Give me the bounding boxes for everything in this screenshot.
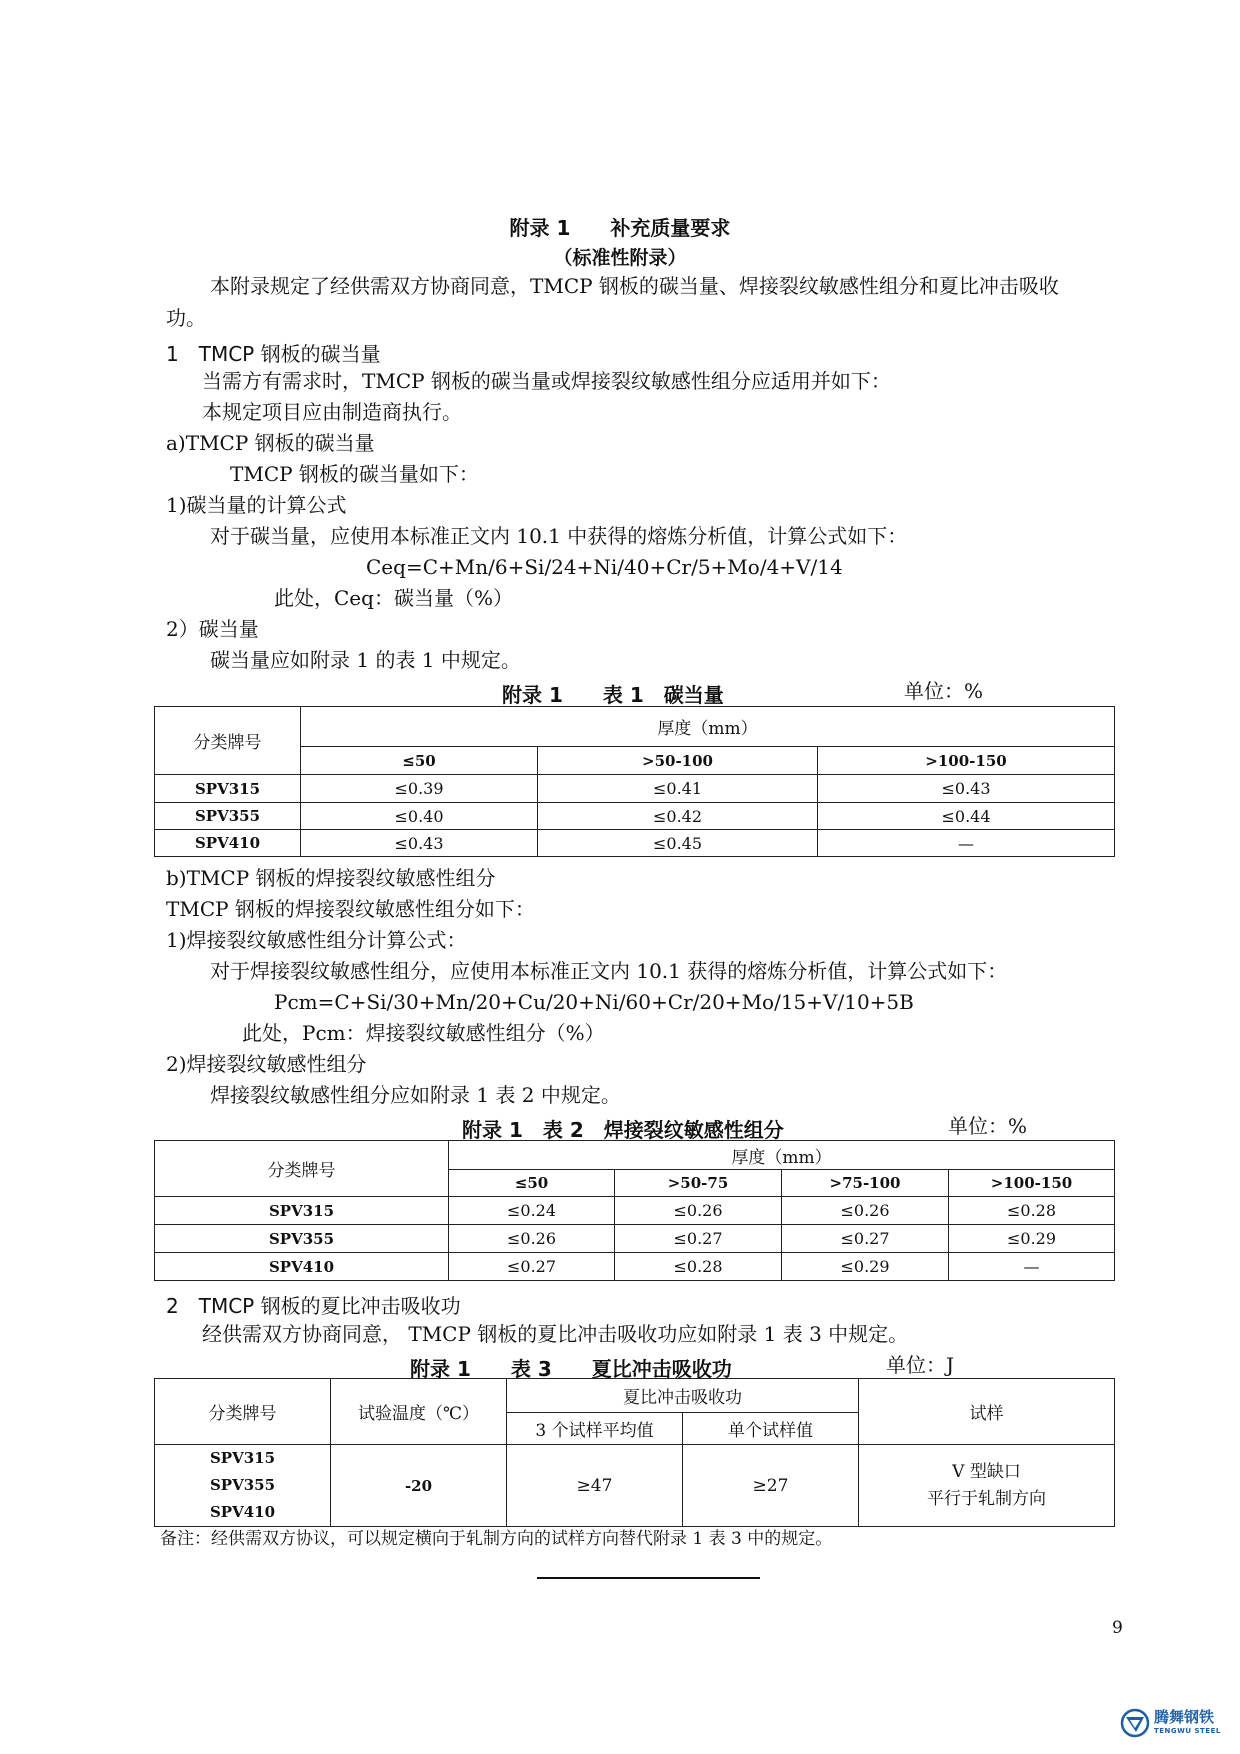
table-3-header-temperature: 试验温度（℃）	[331, 1379, 507, 1445]
table-row	[155, 1253, 1115, 1281]
grade-label: SPV355	[209, 1476, 276, 1494]
table-3-unit: 单位：J	[886, 1353, 955, 1377]
pcm-definition: 此处，Pcm：焊接裂纹敏感性组分（%）	[242, 1021, 605, 1045]
ceq-formula: Ceq=C+Mn/6+Si/24+Ni/40+Cr/5+Mo/4+V/14	[366, 555, 843, 579]
table-3-charpy-impact	[154, 1378, 1115, 1527]
value-cell: ≤0.26	[449, 1225, 615, 1253]
value-cell: ≤0.26	[615, 1197, 782, 1225]
section-1-paragraph-2: 本规定项目应由制造商执行。	[202, 400, 462, 424]
value-cell: —	[949, 1253, 1115, 1281]
table-3-subheader-average: 3 个试样平均值	[507, 1413, 683, 1445]
table-1-caption: 附录 1 表 1 碳当量	[502, 683, 724, 707]
value-cell: —	[818, 830, 1115, 857]
subsection-a-heading: a)TMCP 钢板的碳当量	[166, 431, 375, 455]
value-cell: ≤0.43	[301, 830, 538, 857]
subsection-b2-heading: 2)焊接裂纹敏感性组分	[166, 1052, 367, 1076]
value-cell: ≤0.39	[301, 775, 538, 803]
table-2-header-grade: 分类牌号	[155, 1141, 449, 1197]
value-cell: ≤0.27	[782, 1225, 949, 1253]
table-row	[155, 1197, 1115, 1225]
subsection-a-paragraph: TMCP 钢板的碳当量如下：	[230, 462, 479, 486]
subsection-b-heading: b)TMCP 钢板的焊接裂纹敏感性组分	[166, 866, 496, 890]
value-cell: ≤0.24	[449, 1197, 615, 1225]
specimen-direction: 平行于轧制方向	[927, 1488, 1046, 1509]
table-1-subheader: >100-150	[818, 747, 1115, 775]
section-2-heading: 2 TMCP 钢板的夏比冲击吸收功	[166, 1294, 461, 1318]
grade-cell	[155, 1445, 331, 1527]
appendix-subtitle: （标准性附录）	[553, 247, 687, 269]
section-1-heading: 1 TMCP 钢板的碳当量	[166, 342, 381, 366]
grade-cell: SPV355	[155, 1225, 449, 1253]
intro-paragraph-line1: 本附录规定了经供需双方协商同意，TMCP 钢板的碳当量、焊接裂纹敏感性组分和夏比冲击吸收	[210, 274, 1059, 298]
table-2-header-thickness: 厚度（mm）	[449, 1141, 1115, 1170]
table-row	[155, 775, 1115, 803]
value-cell: ≤0.42	[538, 803, 818, 830]
value-cell: ≤0.40	[301, 803, 538, 830]
value-cell: ≤0.45	[538, 830, 818, 857]
value-cell: ≤0.27	[449, 1253, 615, 1281]
subsection-b2-paragraph: 焊接裂纹敏感性组分应如附录 1 表 2 中规定。	[210, 1083, 621, 1107]
value-cell: ≤0.27	[615, 1225, 782, 1253]
single-value-cell: ≥27	[683, 1445, 859, 1527]
table-2-subheader: >50-75	[615, 1170, 782, 1197]
grade-cell: SPV315	[155, 775, 301, 803]
table-3-note: 备注：经供需双方协议，可以规定横向于轧制方向的试样方向替代附录 1 表 3 中的规定。	[160, 1529, 833, 1549]
table-2-weld-crack-sensitivity	[154, 1140, 1115, 1281]
table-2-caption: 附录 1 表 2 焊接裂纹敏感性组分	[462, 1118, 784, 1142]
table-1-header-grade: 分类牌号	[155, 707, 301, 775]
table-3-header-impact-energy: 夏比冲击吸收功	[507, 1379, 859, 1413]
ceq-definition: 此处，Ceq：碳当量（%）	[274, 586, 513, 610]
subsection-b-paragraph: TMCP 钢板的焊接裂纹敏感性组分如下：	[166, 897, 535, 921]
table-2-subheader: >100-150	[949, 1170, 1115, 1197]
grade-cell: SPV410	[155, 1253, 449, 1281]
subsection-a1-heading: 1)碳当量的计算公式	[166, 493, 347, 517]
subsection-b1-heading: 1)焊接裂纹敏感性组分计算公式：	[166, 928, 467, 952]
average-value-cell: ≥47	[507, 1445, 683, 1527]
grade-label: SPV410	[209, 1503, 276, 1521]
value-cell: ≤0.28	[615, 1253, 782, 1281]
table-1-subheader: ≤50	[301, 747, 538, 775]
temperature-cell: -20	[331, 1445, 507, 1527]
page-number: 9	[1112, 1618, 1123, 1638]
grade-label: SPV315	[209, 1449, 276, 1467]
value-cell: ≤0.44	[818, 803, 1115, 830]
table-2-subheader: >75-100	[782, 1170, 949, 1197]
pcm-formula: Pcm=C+Si/30+Mn/20+Cu/20+Ni/60+Cr/20+Mo/15+V/10+5B	[274, 990, 914, 1014]
value-cell: ≤0.29	[782, 1253, 949, 1281]
value-cell: ≤0.29	[949, 1225, 1115, 1253]
section-2-paragraph: 经供需双方协商同意， TMCP 钢板的夏比冲击吸收功应如附录 1 表 3 中规定。	[202, 1322, 909, 1346]
logo-name-en: TENGWU STEEL	[1154, 1727, 1221, 1735]
table-row	[155, 803, 1115, 830]
table-1-subheader: >50-100	[538, 747, 818, 775]
table-3-caption: 附录 1 表 3 夏比冲击吸收功	[410, 1357, 732, 1381]
section-1-paragraph-1: 当需方有需求时，TMCP 钢板的碳当量或焊接裂纹敏感性组分应适用并如下：	[202, 369, 891, 393]
value-cell: ≤0.41	[538, 775, 818, 803]
grade-cell: SPV410	[155, 830, 301, 857]
table-2-unit: 单位：%	[948, 1114, 1028, 1138]
intro-paragraph-line2: 功。	[166, 306, 206, 330]
table-3-header-specimen: 试样	[859, 1379, 1115, 1445]
subsection-b1-paragraph: 对于焊接裂纹敏感性组分，应使用本标准正文内 10.1 获得的熔炼分析值，计算公式如下：	[210, 959, 1008, 983]
value-cell: ≤0.26	[782, 1197, 949, 1225]
table-1-header-thickness: 厚度（mm）	[301, 707, 1115, 747]
table-3-subheader-single: 单个试样值	[683, 1413, 859, 1445]
appendix-title: 附录 1 补充质量要求	[509, 216, 731, 240]
subsection-a2-heading: 2）碳当量	[166, 617, 259, 641]
grade-cell: SPV355	[155, 803, 301, 830]
value-cell: ≤0.43	[818, 775, 1115, 803]
table-3-header-grade: 分类牌号	[155, 1379, 331, 1445]
specimen-cell	[859, 1445, 1115, 1527]
logo-name-cn: 腾舞钢铁	[1154, 1708, 1215, 1726]
company-logo	[1120, 1702, 1240, 1748]
table-1-carbon-equivalent	[154, 706, 1115, 857]
table-2-subheader: ≤50	[449, 1170, 615, 1197]
subsection-a2-paragraph: 碳当量应如附录 1 的表 1 中规定。	[210, 648, 521, 672]
table-row	[155, 830, 1115, 857]
table-row	[155, 1225, 1115, 1253]
end-rule-divider	[537, 1577, 760, 1579]
value-cell: ≤0.28	[949, 1197, 1115, 1225]
specimen-notch: V 型缺口	[952, 1461, 1021, 1482]
table-1-unit: 单位：%	[904, 679, 984, 703]
table-row	[155, 1445, 1115, 1527]
subsection-a1-paragraph: 对于碳当量，应使用本标准正文内 10.1 中获得的熔炼分析值，计算公式如下：	[210, 524, 908, 548]
logo-emblem-icon	[1120, 1708, 1150, 1738]
grade-cell: SPV315	[155, 1197, 449, 1225]
